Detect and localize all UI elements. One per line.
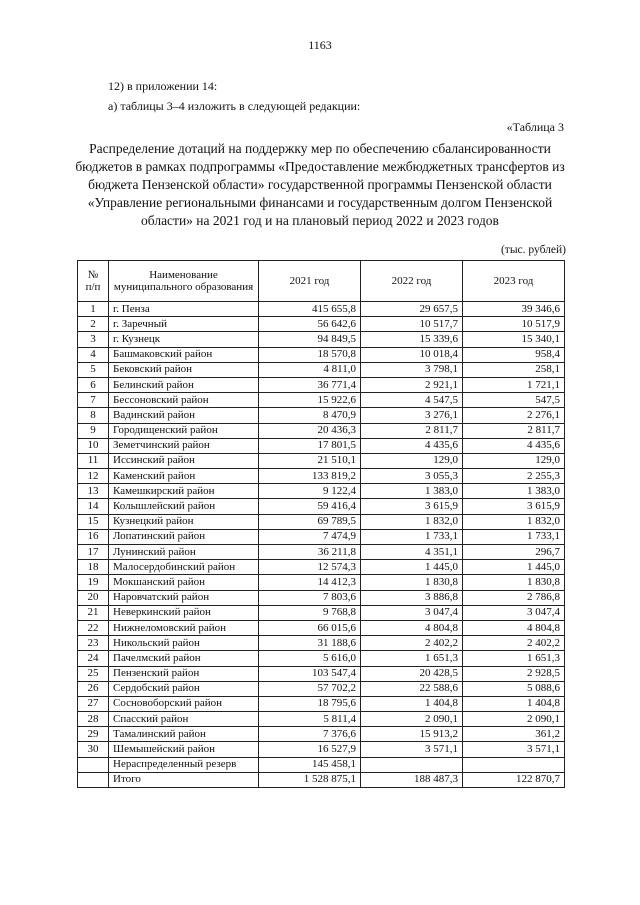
cell-2022: 1 830,8 [361, 575, 463, 590]
table-reference: «Таблица 3 [506, 120, 564, 134]
table-row [78, 605, 565, 620]
cell-num: 4 [78, 347, 109, 362]
cell-name: Белинский район [109, 377, 259, 392]
table-row [78, 469, 565, 484]
table-body [78, 302, 565, 788]
intro-line-appendix: 12) в приложении 14: [108, 79, 218, 93]
cell-num: 21 [78, 605, 109, 620]
cell-2021: 12 574,3 [259, 560, 361, 575]
table-row [78, 453, 565, 468]
cell-2021: 1 528 875,1 [259, 772, 361, 787]
table-row [78, 408, 565, 423]
cell-2023: 1 651,3 [463, 651, 565, 666]
cell-name: Колышлейский район [109, 499, 259, 514]
cell-2021: 36 771,4 [259, 377, 361, 392]
cell-2022: 1 651,3 [361, 651, 463, 666]
cell-2022: 4 435,6 [361, 438, 463, 453]
cell-2023: 2 402,2 [463, 636, 565, 651]
cell-name: Сердобский район [109, 681, 259, 696]
cell-name: Бессоновский район [109, 393, 259, 408]
cell-num: 9 [78, 423, 109, 438]
cell-num: 23 [78, 636, 109, 651]
cell-2022: 1 404,8 [361, 696, 463, 711]
cell-2021: 415 655,8 [259, 302, 361, 317]
cell-2023: 1 721,1 [463, 377, 565, 392]
cell-2021: 9 122,4 [259, 484, 361, 499]
cell-2021: 5 616,0 [259, 651, 361, 666]
cell-2023: 39 346,6 [463, 302, 565, 317]
cell-2021: 4 811,0 [259, 362, 361, 377]
cell-2022: 3 886,8 [361, 590, 463, 605]
cell-2022: 4 351,1 [361, 545, 463, 560]
cell-2022: 3 571,1 [361, 742, 463, 757]
cell-2021: 66 015,6 [259, 620, 361, 635]
cell-num: 18 [78, 560, 109, 575]
cell-num: 7 [78, 393, 109, 408]
cell-2021: 15 922,6 [259, 393, 361, 408]
cell-2023: 361,2 [463, 727, 565, 742]
cell-2022: 2 811,7 [361, 423, 463, 438]
table-row [78, 560, 565, 575]
cell-num: 29 [78, 727, 109, 742]
cell-num: 16 [78, 529, 109, 544]
cell-name: г. Кузнецк [109, 332, 259, 347]
cell-num: 19 [78, 575, 109, 590]
cell-2022: 3 798,1 [361, 362, 463, 377]
header-2022: 2022 год [361, 261, 463, 302]
cell-2022: 3 276,1 [361, 408, 463, 423]
subsidy-table [77, 260, 565, 788]
cell-2022: 1 832,0 [361, 514, 463, 529]
cell-2021: 7 803,6 [259, 590, 361, 605]
table-row [78, 636, 565, 651]
cell-2021: 5 811,4 [259, 712, 361, 727]
table-title: Распределение дотаций на поддержку мер по обеспечению сбалансированности бюджетов в рамках подпрограммы «Предоставление межбюджетных трансфертов из бюджета Пензенской области» государственной программы Пензенской области «Управление региональными финансами и государственным долгом Пензенской области» на 2021 год и на плановый период 2022 и 2023 годов [75, 141, 565, 228]
cell-name: Пачелмский район [109, 651, 259, 666]
cell-2023: 547,5 [463, 393, 565, 408]
cell-name: Никольский район [109, 636, 259, 651]
table-row [78, 727, 565, 742]
cell-2021: 69 789,5 [259, 514, 361, 529]
cell-2023: 2 928,5 [463, 666, 565, 681]
cell-name: Лопатинский район [109, 529, 259, 544]
cell-2023: 3 571,1 [463, 742, 565, 757]
table-row [78, 499, 565, 514]
cell-2023: 129,0 [463, 453, 565, 468]
cell-2023: 122 870,7 [463, 772, 565, 787]
cell-2021: 7 474,9 [259, 529, 361, 544]
cell-2021: 9 768,8 [259, 605, 361, 620]
cell-name: Итого [109, 772, 259, 787]
cell-2021: 7 376,6 [259, 727, 361, 742]
cell-2022: 10 517,7 [361, 317, 463, 332]
cell-2023 [463, 757, 565, 772]
cell-2023: 1 404,8 [463, 696, 565, 711]
cell-name: Малосердобинский район [109, 560, 259, 575]
cell-name: Вадинский район [109, 408, 259, 423]
table-row [78, 712, 565, 727]
cell-name: Башмаковский район [109, 347, 259, 362]
cell-2021: 56 642,6 [259, 317, 361, 332]
cell-num: 25 [78, 666, 109, 681]
intro-line-tables: а) таблицы 3–4 изложить в следующей редакции: [108, 99, 361, 113]
header-num: № п/п [78, 261, 109, 302]
cell-name: Шемышейский район [109, 742, 259, 757]
cell-num: 20 [78, 590, 109, 605]
cell-2023: 1 445,0 [463, 560, 565, 575]
cell-num [78, 772, 109, 787]
cell-2022: 4 547,5 [361, 393, 463, 408]
cell-2022: 4 804,8 [361, 620, 463, 635]
cell-num: 30 [78, 742, 109, 757]
cell-2022: 10 018,4 [361, 347, 463, 362]
cell-2021: 14 412,3 [259, 575, 361, 590]
cell-2023: 2 786,8 [463, 590, 565, 605]
cell-2022: 3 615,9 [361, 499, 463, 514]
table-row [78, 681, 565, 696]
table-row [78, 423, 565, 438]
cell-2023: 2 276,1 [463, 408, 565, 423]
cell-name: Неверкинский район [109, 605, 259, 620]
cell-name: Камешкирский район [109, 484, 259, 499]
cell-2023: 3 615,9 [463, 499, 565, 514]
cell-2021: 103 547,4 [259, 666, 361, 681]
cell-name: Нераспределенный резерв [109, 757, 259, 772]
cell-2023: 1 733,1 [463, 529, 565, 544]
cell-2021: 17 801,5 [259, 438, 361, 453]
table-row [78, 651, 565, 666]
cell-2022: 2 921,1 [361, 377, 463, 392]
cell-num: 22 [78, 620, 109, 635]
cell-2021: 57 702,2 [259, 681, 361, 696]
cell-2021: 94 849,5 [259, 332, 361, 347]
table-row [78, 666, 565, 681]
cell-num: 2 [78, 317, 109, 332]
cell-2021: 133 819,2 [259, 469, 361, 484]
cell-2021: 145 458,1 [259, 757, 361, 772]
table-row [78, 529, 565, 544]
cell-2023: 2 090,1 [463, 712, 565, 727]
cell-2023: 3 047,4 [463, 605, 565, 620]
cell-num: 11 [78, 453, 109, 468]
cell-2022: 3 055,3 [361, 469, 463, 484]
cell-num: 5 [78, 362, 109, 377]
cell-num: 27 [78, 696, 109, 711]
cell-2023: 5 088,6 [463, 681, 565, 696]
table-row [78, 696, 565, 711]
cell-2021: 20 436,3 [259, 423, 361, 438]
cell-name: Лунинский район [109, 545, 259, 560]
cell-name: г. Пенза [109, 302, 259, 317]
table-row [78, 377, 565, 392]
cell-2022: 15 339,6 [361, 332, 463, 347]
table-row [78, 545, 565, 560]
cell-2022: 15 913,2 [361, 727, 463, 742]
cell-2022: 1 733,1 [361, 529, 463, 544]
cell-2023: 4 435,6 [463, 438, 565, 453]
cell-num: 24 [78, 651, 109, 666]
cell-2022: 2 090,1 [361, 712, 463, 727]
cell-name: Наровчатский район [109, 590, 259, 605]
units-label: (тыс. рублей) [500, 244, 566, 256]
table-row [78, 332, 565, 347]
header-name: Наименование муниципального образования [109, 261, 259, 302]
cell-num: 28 [78, 712, 109, 727]
cell-2022: 29 657,5 [361, 302, 463, 317]
cell-2023: 1 383,0 [463, 484, 565, 499]
header-2023: 2023 год [463, 261, 565, 302]
table-row [78, 590, 565, 605]
cell-2021: 36 211,8 [259, 545, 361, 560]
table-row [78, 362, 565, 377]
cell-num: 12 [78, 469, 109, 484]
cell-2021: 16 527,9 [259, 742, 361, 757]
cell-name: Иссинский район [109, 453, 259, 468]
cell-2023: 2 811,7 [463, 423, 565, 438]
cell-2022: 3 047,4 [361, 605, 463, 620]
cell-2022: 188 487,3 [361, 772, 463, 787]
table-row [78, 484, 565, 499]
cell-name: Тамалинский район [109, 727, 259, 742]
table-row [78, 393, 565, 408]
cell-name: Земетчинский район [109, 438, 259, 453]
cell-2021: 18 570,8 [259, 347, 361, 362]
cell-2021: 21 510,1 [259, 453, 361, 468]
cell-name: Каменский район [109, 469, 259, 484]
cell-2021: 31 188,6 [259, 636, 361, 651]
cell-2023: 10 517,9 [463, 317, 565, 332]
cell-num: 10 [78, 438, 109, 453]
cell-num: 6 [78, 377, 109, 392]
cell-2023: 296,7 [463, 545, 565, 560]
table-row [78, 620, 565, 635]
cell-2023: 2 255,3 [463, 469, 565, 484]
cell-name: Городищенский район [109, 423, 259, 438]
table-row [78, 302, 565, 317]
cell-num: 1 [78, 302, 109, 317]
cell-2023: 15 340,1 [463, 332, 565, 347]
cell-2021: 59 416,4 [259, 499, 361, 514]
cell-num: 14 [78, 499, 109, 514]
cell-num: 17 [78, 545, 109, 560]
table-row [78, 514, 565, 529]
cell-num: 3 [78, 332, 109, 347]
cell-2022 [361, 757, 463, 772]
cell-name: Спасский район [109, 712, 259, 727]
table-row [78, 347, 565, 362]
table-row [78, 757, 565, 772]
cell-2022: 2 402,2 [361, 636, 463, 651]
cell-name: Кузнецкий район [109, 514, 259, 529]
cell-2022: 129,0 [361, 453, 463, 468]
cell-2022: 1 445,0 [361, 560, 463, 575]
header-2021: 2021 год [259, 261, 361, 302]
cell-num: 26 [78, 681, 109, 696]
cell-2022: 1 383,0 [361, 484, 463, 499]
cell-2021: 8 470,9 [259, 408, 361, 423]
cell-2023: 958,4 [463, 347, 565, 362]
cell-2023: 1 830,8 [463, 575, 565, 590]
cell-2022: 22 588,6 [361, 681, 463, 696]
table-row [78, 772, 565, 787]
cell-num [78, 757, 109, 772]
cell-num: 13 [78, 484, 109, 499]
cell-2023: 4 804,8 [463, 620, 565, 635]
cell-name: Бековский район [109, 362, 259, 377]
cell-2021: 18 795,6 [259, 696, 361, 711]
table-row [78, 575, 565, 590]
cell-name: Пензенский район [109, 666, 259, 681]
table-row [78, 742, 565, 757]
table-row [78, 317, 565, 332]
cell-num: 15 [78, 514, 109, 529]
cell-name: г. Заречный [109, 317, 259, 332]
table-row [78, 438, 565, 453]
page-number: 1163 [308, 38, 332, 52]
cell-2023: 258,1 [463, 362, 565, 377]
cell-name: Нижнеломовский район [109, 620, 259, 635]
cell-name: Сосновоборский район [109, 696, 259, 711]
cell-num: 8 [78, 408, 109, 423]
cell-name: Мокшанский район [109, 575, 259, 590]
cell-2022: 20 428,5 [361, 666, 463, 681]
cell-2023: 1 832,0 [463, 514, 565, 529]
table-header-row [78, 261, 565, 302]
